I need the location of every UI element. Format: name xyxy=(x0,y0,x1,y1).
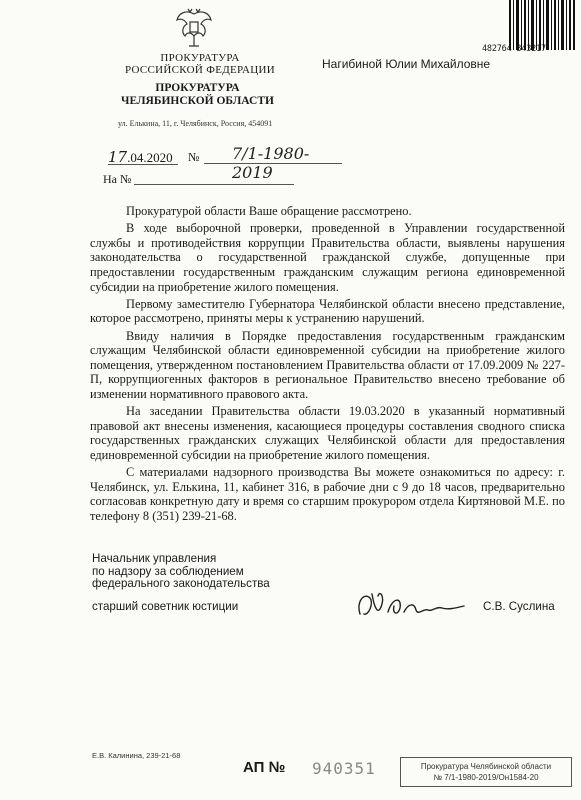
paragraph: С материалами надзорного производства Вы можете ознакомиться по адресу: г. Челябинск, ул. Елькина, 11, кабинет 316, в рабочие дни с 9 до 18 часов, предварительно согласовав конкретную дату и время со старшим прокурором отдела Киртяновой М.Е. по телефону 8 (351) 239-21-68. xyxy=(90,465,565,523)
serial-label: АП № xyxy=(243,759,286,776)
signatory-rank: старший советник юстиции xyxy=(92,600,239,613)
signatory-position xyxy=(92,553,270,591)
office-address: ул. Елькина, 11, г. Челябинск, Россия, 454091 xyxy=(118,119,273,128)
stamp-line: Прокуратура Челябинской области xyxy=(420,762,552,771)
header-line: ЧЕЛЯБИНСКОЙ ОБЛАСТИ xyxy=(121,95,274,107)
reply-to-label: На № xyxy=(103,172,132,186)
recipient-name: Нагибиной Юлии Михайловне xyxy=(322,57,491,71)
header-line: ПРОКУРАТУРА xyxy=(160,52,240,64)
regional-prokuratura-header xyxy=(110,82,285,108)
header-line: РОССИЙСКОЙ ФЕДЕРАЦИИ xyxy=(124,64,276,76)
paragraph: На заседании Правительства области 19.03.2020 в указанный нормативный правовой акт внесены изменения, касающиеся процедуры составления сводного списка государственных гражданских служащих Челябинской области для предоставления единовременной субсидии на приобретение жилого помещения. xyxy=(90,404,565,462)
handwritten-signature xyxy=(352,584,480,628)
number-label: № xyxy=(188,150,200,164)
document-number: 7/1-1980-2019 xyxy=(204,144,342,164)
registration-stamp xyxy=(400,757,572,787)
barcode-number: 482764 343217 xyxy=(482,44,546,54)
reply-to-line xyxy=(134,184,294,185)
serial-number: 940351 xyxy=(312,759,376,778)
paragraph: Первому заместителю Губернатора Челябинской области внесено представление, которое рассмотрено, приняты меры к устранению нарушений. xyxy=(90,296,565,326)
prokuratura-rf-header xyxy=(120,52,280,76)
letter-body xyxy=(90,204,565,526)
signatory-name: С.В. Суслина xyxy=(483,600,555,613)
barcode-icon xyxy=(508,0,576,50)
coat-of-arms-icon xyxy=(173,6,215,50)
paragraph: Прокуратурой области Ваше обращение рассмотрено. xyxy=(126,204,412,218)
document-date xyxy=(108,148,178,165)
position-line: по надзору за соблюдением xyxy=(92,564,244,578)
header-line: ПРОКУРАТУРА xyxy=(155,82,240,94)
executor-contact: Е.В. Калинина, 239-21-68 xyxy=(92,751,181,760)
position-line: Начальник управления xyxy=(92,552,217,565)
paragraph: Ввиду наличия в Порядке предоставления государственным гражданским служащим Челябинской области единовременной субсидии на приобретение жилого помещения, утвержденном постановлением Правительства области от 17.09.2009 № 227-П, коррупциогенных факторов в региональное Правительство внесено требование об изменении нормативного правового акта. xyxy=(90,328,565,401)
date-day: 17 xyxy=(108,148,128,166)
date-month-year: .04.2020 xyxy=(127,150,173,165)
position-line: федерального законодательства xyxy=(92,577,270,590)
paragraph: В ходе выборочной проверки, проведенной в Управлении государственной службы и противодействия коррупции Правительства области, выявлены нарушения законодательства о государственной гражданской службе, допущенные при предоставлении государственным гражданским служащим региона единовременной субсидии на приобретение жилого помещения. xyxy=(90,221,565,294)
stamp-line: № 7/1-1980-2019/Он1584-20 xyxy=(433,773,539,782)
